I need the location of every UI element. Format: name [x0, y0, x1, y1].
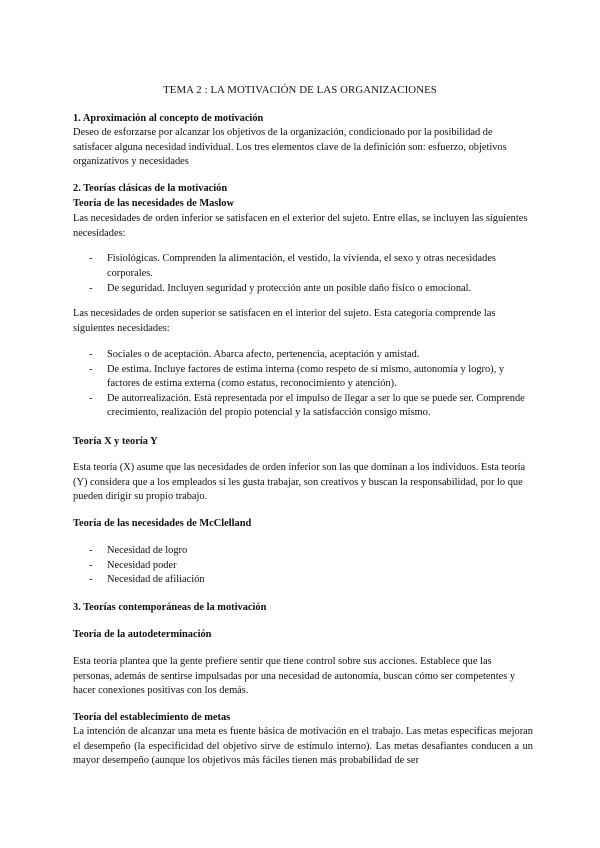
mcclelland-list [73, 544, 533, 588]
list-item: - Fisiológicas. Comprenden la alimentación, el vestido, la vivienda, el sexo y otras necesidades corporales. [89, 253, 496, 279]
metas-text: La intención de alcanzar una meta es fuente básica de motivación en el trabajo. Las metas específicas mejoran el desempeño (la especificidad del objetivo sirve de estímulo interno). Las metas desafiantes conducen a un mayor desempeño (aunque los objetivos más fáciles tienen más probabilidad de ser [73, 726, 533, 767]
list-item: - Sociales o de aceptación. Abarca afecto, pertenencia, aceptación y amistad. [73, 348, 533, 363]
autodeterminacion-text: Esta teoría plantea que la gente prefiere sentir que tiene control sobre sus acciones. Establece que las personas, además de sentirse impulsadas por una necesidad de autonomía, buscan cómo ser competentes y hacer conexiones positivas con los demás. [73, 656, 516, 697]
list-item: - Necesidad de logro [73, 544, 533, 559]
maslow-inferior-list [73, 252, 533, 297]
mcclelland-heading: Teoría de las necesidades de McClelland [73, 518, 252, 529]
maslow-superior-list [73, 348, 533, 421]
list-item: - Necesidad de afiliación [73, 573, 533, 588]
document-title: TEMA 2 : LA MOTIVACIÓN DE LAS ORGANIZACIONES [163, 84, 437, 96]
bullet-dash: - [89, 283, 93, 295]
maslow-superior-intro: Las necesidades de orden superior se satisfacen en el interior del sujeto. Esta categoría comprende las siguientes necesidades: [73, 308, 496, 334]
autodeterminacion-heading: Teoría de la autodeterminación [73, 629, 212, 640]
list-item: - De seguridad. Incluyen seguridad y protección ante un posible daño físico o emocional. [73, 282, 533, 297]
xy-text: Esta teoría (X) asume que las necesidades de orden inferior son las que dominan a los individuos. Esta teoría (Y) considera que a los empleados sí les gusta trabajar, son creativos y buscan la responsabilidad, por lo que pueden dirigir su propio trabajo. [73, 462, 526, 503]
bullet-dash: - [89, 545, 93, 556]
xy-heading: Teoría X y teoría Y [73, 436, 158, 447]
maslow-inferior-intro: Las necesidades de orden inferior se satisfacen en el exterior del sujeto. Entre ellas, se incluyen las siguientes necesidades: [73, 213, 528, 239]
section-1-text: Deseo de esforzarse por alcanzar los objetivos de la organización, condicionado por la posibilidad de satisfacer alguna necesidad individual. Los tres elementos clave de la definición son: esfuerzo, objetivos organizativos y necesidades [73, 127, 507, 168]
section-2-heading: 2. Teorías clásicas de la motivación [73, 183, 228, 194]
metas-heading: Teoría del establecimiento de metas [73, 712, 231, 723]
bullet-dash: - [89, 363, 93, 375]
bullet-dash: - [89, 574, 93, 586]
section-3-heading: 3. Teorías contemporáneas de la motivación [73, 602, 267, 613]
maslow-heading: Teoría de las necesidades de Maslow [73, 198, 234, 209]
list-item: - De autorrealización. Está representada por el impulso de llegar a ser lo que se puede ser. Comprende crecimiento, realización del propio potencial y la satisfacción consigo mismo. [89, 392, 525, 419]
bullet-dash: - [89, 559, 93, 571]
bullet-dash: - [89, 253, 93, 264]
list-item: - De estima. Incluye factores de estima interna (como respeto de sí mismo, autonomía y logro), y factores de estima externa (como estatus, reconocimiento y atención). [89, 363, 505, 390]
list-item: - Necesidad poder [73, 559, 533, 574]
section-1-heading: 1. Aproximación al concepto de motivación [73, 113, 264, 124]
bullet-dash: - [89, 392, 93, 404]
bullet-dash: - [89, 349, 93, 360]
